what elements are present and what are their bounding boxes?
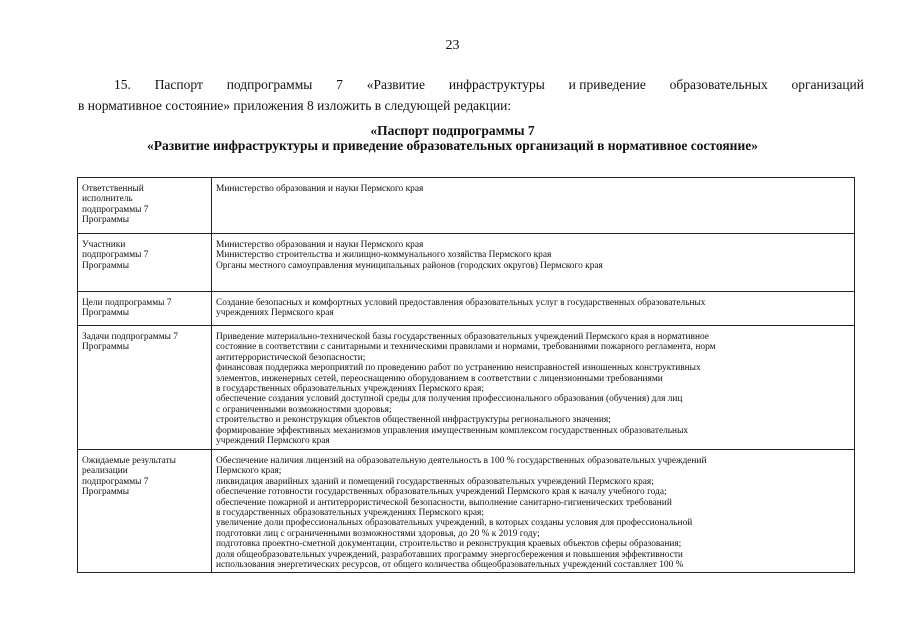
row-value-line: формирование эффективных механизмов управления имущественным комплексом государственных образовательных <box>216 425 689 436</box>
row-value-cell <box>212 234 855 292</box>
row-value-line: Министерство образования и науки Пермского края <box>216 240 424 250</box>
row-value-line: Обеспечение наличия лицензий на образовательную деятельность в 100 % государственных образовательных учреждений <box>216 456 707 466</box>
row-value-line: антитеррористической безопасности; <box>216 352 366 363</box>
row-value-line: подготовки лиц с ограниченными возможностями здоровья, до 20 % к 2019 году; <box>216 528 540 539</box>
row-value-line: строительство и реконструкция объектов общественной инфраструктуры регионального значения; <box>216 415 611 426</box>
row-label-line: исполнитель <box>82 194 133 205</box>
row-value-line: обеспечение пожарной и антитеррористической безопасности, выполнение санитарно-гигиенических требований <box>216 497 672 508</box>
row-label-line: Программы <box>82 260 130 271</box>
row-value-line: в государственных образовательных учреждениях Пермского края; <box>216 384 484 395</box>
intro-word: Паспорт <box>154 77 203 92</box>
row-label-line: подпрограммы 7 <box>82 476 149 487</box>
row-value-line: учреждений Пермского края <box>216 436 330 447</box>
row-label-line: Программы <box>82 342 130 353</box>
intro-paragraph <box>78 74 864 116</box>
row-label-cell <box>78 292 212 326</box>
row-label-line: Ожидаемые результаты <box>82 456 176 466</box>
row-label-cell <box>78 234 212 292</box>
intro-word: подпрограммы <box>226 77 313 92</box>
row-label-line: подпрограммы 7 <box>82 204 149 215</box>
row-label-line: реализации <box>82 466 128 477</box>
row-label-line: Задачи подпрограммы 7 <box>82 332 178 342</box>
table-row <box>78 234 855 292</box>
intro-word: 7 <box>336 77 343 92</box>
row-value-line: состояние в соответствии с санитарными и техническими правилами и нормами, требованиями пожарного регламента, норм <box>216 342 716 353</box>
passport-table <box>77 177 855 573</box>
row-value-line: ликвидация аварийных зданий и помещений государственных образовательных учреждений Пермского края; <box>216 476 654 487</box>
row-label-line: Ответственный <box>82 184 144 194</box>
row-label-cell <box>78 450 212 573</box>
intro-word: образовательных <box>669 77 768 92</box>
row-label-line: Программы <box>82 487 130 498</box>
row-label-cell <box>78 178 212 234</box>
heading-line-1: «Паспорт подпрограммы 7 <box>370 123 535 138</box>
table-row <box>78 292 855 326</box>
row-value-line: Министерство строительства и жилищно-коммунального хозяйства Пермского края <box>216 250 552 261</box>
row-value-line: обеспечение создания условий доступной среды для получения профессионального образования (обучения) для лиц <box>216 394 683 405</box>
row-label-cell <box>78 326 212 450</box>
intro-word: и приведение <box>568 77 646 92</box>
table-row <box>78 450 855 573</box>
row-value-line: Приведение материально-технической базы государственных образовательных учреждений Пермского края в нормативное <box>216 332 709 342</box>
intro-line-1 <box>78 74 864 95</box>
row-label-line: подпрограммы 7 <box>82 250 149 261</box>
intro-word: инфраструктуры <box>448 77 545 92</box>
intro-word: организаций <box>791 77 864 92</box>
row-value-line: финансовая поддержка мероприятий по проведению работ по устранению неисправностей изношенных конструктивных <box>216 363 701 374</box>
table-row <box>78 178 855 234</box>
passport-table-body <box>78 178 855 573</box>
row-value-line: использования энергетических ресурсов, от общего количества общеобразовательных учреждений составляет 100 % <box>216 560 684 571</box>
row-label-line: Участники <box>82 240 126 250</box>
table-row <box>78 326 855 450</box>
row-value-cell <box>212 450 855 573</box>
row-value-line: элементов, инженерных сетей, переоснащению оборудованием в соответствии с лицензионными требованиями <box>216 373 663 384</box>
row-value-cell <box>212 292 855 326</box>
heading-line-2: «Развитие инфраструктуры и приведение образовательных организаций в нормативное состояние» <box>147 138 758 153</box>
passport-heading <box>0 123 905 153</box>
row-value-line: доля общеобразовательных учреждений, разработавших программу энергосбережения и повышения эффективности <box>216 549 683 560</box>
row-value-line: Министерство образования и науки Пермского края <box>216 184 424 194</box>
row-value-cell <box>212 326 855 450</box>
intro-line-2: в нормативное состояние» приложения 8 изложить в следующей редакции: <box>78 98 512 113</box>
intro-word: 15. <box>114 77 131 92</box>
row-value-line: Пермского края; <box>216 466 282 477</box>
row-value-line: увеличение доли профессиональных образовательных учреждений, в которых созданы условия для профессиональной <box>216 518 693 529</box>
row-value-line: с ограниченными возможностями здоровья; <box>216 404 392 415</box>
row-value-line: подготовка проектно-сметной документации, строительство и реконструкция краевых объектов сферы образования; <box>216 539 682 550</box>
row-value-line: учреждениях Пермского края <box>216 308 334 319</box>
row-value-line: Органы местного самоуправления муниципальных районов (городских округов) Пермского края <box>216 260 603 271</box>
row-value-cell <box>212 178 855 234</box>
row-label-line: Цели подпрограммы 7 <box>82 298 172 308</box>
page-number: 23 <box>445 38 460 53</box>
row-label-line: Программы <box>82 308 130 319</box>
intro-word: «Развитие <box>366 77 425 92</box>
row-value-line: в государственных образовательных учреждениях Пермского края; <box>216 508 484 519</box>
row-value-line: обеспечение готовности государственных образовательных учреждений Пермского края к началу учебного года; <box>216 487 667 498</box>
row-value-line: Создание безопасных и комфортных условий предоставления образовательных услуг в государственных образовательных <box>216 298 706 308</box>
row-label-line: Программы <box>82 215 130 226</box>
